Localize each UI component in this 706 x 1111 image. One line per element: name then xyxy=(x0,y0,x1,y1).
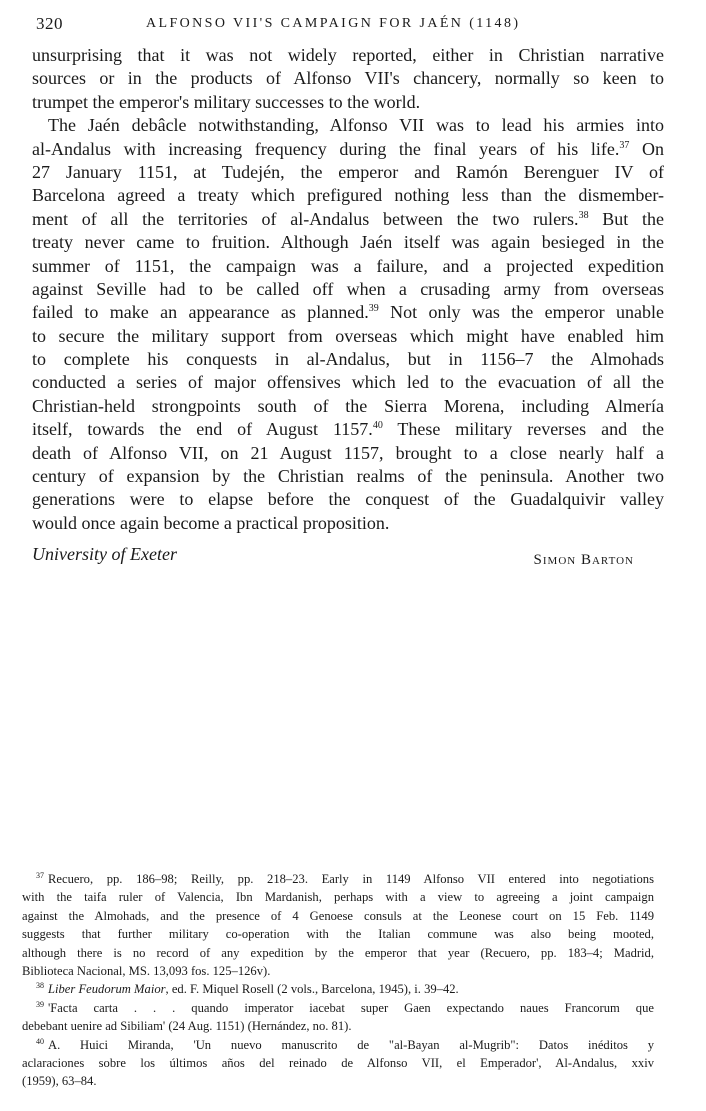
footnote-40-line: aclaraciones sobre los últimos años del reinado de Alfonso VII, el Emperador', Al-Andalus, xxiv xyxy=(22,1055,654,1070)
text-line: trumpet the emperor's military successes to the world. xyxy=(32,91,421,112)
note-ref-38[interactable]: 38 xyxy=(578,209,589,221)
text-fragment: These military reverses and the xyxy=(397,419,664,440)
text-line: Christian-held strongpoints south of the Sierra Morena, including Almería xyxy=(32,395,664,416)
note-ref-40[interactable]: 40 xyxy=(372,420,383,432)
author-affiliation: University of Exeter xyxy=(32,544,177,564)
text-line: summer of 1151, the campaign was a failure, and a projected expedition xyxy=(32,255,664,276)
footnote-number: 37 xyxy=(36,871,44,880)
footnote-39-line: debebant uenire ad Sibiliam' (24 Aug. 1151) (Hernández, no. 81). xyxy=(22,1019,352,1034)
footnote-39-line xyxy=(22,999,654,1017)
text-fragment: ment of all the territories of al-Andalus between the two rulers. xyxy=(32,208,579,229)
footnote-37-line: against the Almohads, and the presence of 4 Genoese consuls at the Leonese court on 15 Feb. 1149 xyxy=(22,908,654,923)
footnote-38-line xyxy=(22,980,654,998)
text-fragment: itself, towards the end of August 1157. xyxy=(32,419,373,440)
footnote-text: 'Facta carta . . . quando imperator iacebat super Gaen expectando naues Francorum que xyxy=(48,1000,654,1015)
page-number: 320 xyxy=(36,14,63,33)
text-line xyxy=(32,138,664,161)
text-line: unsurprising that it was not widely reported, either in Christian narrative xyxy=(32,45,664,65)
text-line: to secure the military support from overseas which might have enabled him xyxy=(32,325,664,346)
running-head: ALFONSO VII'S CAMPAIGN FOR JAÉN (1148) xyxy=(146,16,521,31)
footnote-37-line xyxy=(22,870,654,888)
footnote-37-line: Biblioteca Nacional, MS. 13,093 fos. 125–126v). xyxy=(22,963,271,978)
footnote-text: , ed. F. Miquel Rosell (2 vols., Barcelona, 1945), i. 39–42. xyxy=(165,982,459,997)
page-header xyxy=(36,14,666,42)
body-text xyxy=(32,44,664,535)
note-ref-37[interactable]: 37 xyxy=(619,139,630,151)
text-line: century of expansion by the Christian realms of the peninsula. Another two xyxy=(32,466,664,487)
text-fragment: Not only was the emperor unable xyxy=(390,302,664,323)
text-line: sources or in the products of Alfonso VII's chancery, normally so keen to xyxy=(32,68,664,89)
text-line: conducted a series of major offensives which led to the evacuation of all the xyxy=(32,372,664,393)
footnote-text: Recuero, pp. 186–98; Reilly, pp. 218–23. Early in 1149 Alfonso VII entered into negotiations xyxy=(48,872,654,886)
footnote-number: 40 xyxy=(36,1036,44,1046)
text-fragment: failed to make an appearance as planned. xyxy=(32,302,369,323)
text-line: would once again become a practical proposition. xyxy=(32,512,390,533)
footnote-40-line xyxy=(22,1036,654,1054)
cited-title: Liber Feudorum Maior xyxy=(48,982,166,997)
footnote-40-line: (1959), 63–84. xyxy=(22,1074,97,1089)
text-line: 27 January 1151, at Tudején, the emperor and Ramón Berenguer IV of xyxy=(32,161,664,182)
signature-block xyxy=(32,544,634,570)
note-ref-39[interactable]: 39 xyxy=(368,303,379,315)
footnote-text: A. Huici Miranda, 'Un nuevo manuscrito de "al-Bayan al-Mugrib": Datos inéditos y xyxy=(48,1037,654,1052)
footnote-37-line: although there is no record of any expedition by the emperor that year (Recuero, pp. 183–4; Madrid, xyxy=(22,945,654,960)
text-line: to complete his conquests in al-Andalus, but in 1156–7 the Almohads xyxy=(32,349,664,370)
footnote-37-line: with the taifa ruler of Valencia, Ibn Mardanish, perhaps with a view to agreeing a joint campaign xyxy=(22,890,654,905)
text-line: death of Alfonso VII, on 21 August 1157, brought to a close nearly half a xyxy=(32,442,664,463)
footnote-number: 39 xyxy=(36,999,44,1009)
text-fragment: But the xyxy=(602,208,664,229)
text-line xyxy=(32,301,664,324)
text-line: treaty never came to fruition. Although Jaén itself was again besieged in the xyxy=(32,232,664,253)
text-line: The Jaén debâcle notwithstanding, Alfonso VII was to lead his armies into xyxy=(48,115,664,136)
text-line: against Seville had to be called off when a crusading army from overseas xyxy=(32,278,664,299)
text-line: Barcelona agreed a treaty which prefigured nothing less than the dismember- xyxy=(32,185,664,206)
footnote-number: 38 xyxy=(36,981,44,991)
text-line: generations were to elapse before the conquest of the Guadalquivir valley xyxy=(32,489,664,510)
text-line xyxy=(32,418,664,441)
author-name: Simon Barton xyxy=(533,552,634,568)
footnotes xyxy=(22,870,654,1091)
text-line xyxy=(32,208,664,231)
footnote-37-line: suggests that further military co-operation with the Italian commune was also being mooted, xyxy=(22,927,654,942)
text-fragment: On xyxy=(642,138,664,159)
text-fragment: al-Andalus with increasing frequency during the final years of his life. xyxy=(32,138,620,159)
